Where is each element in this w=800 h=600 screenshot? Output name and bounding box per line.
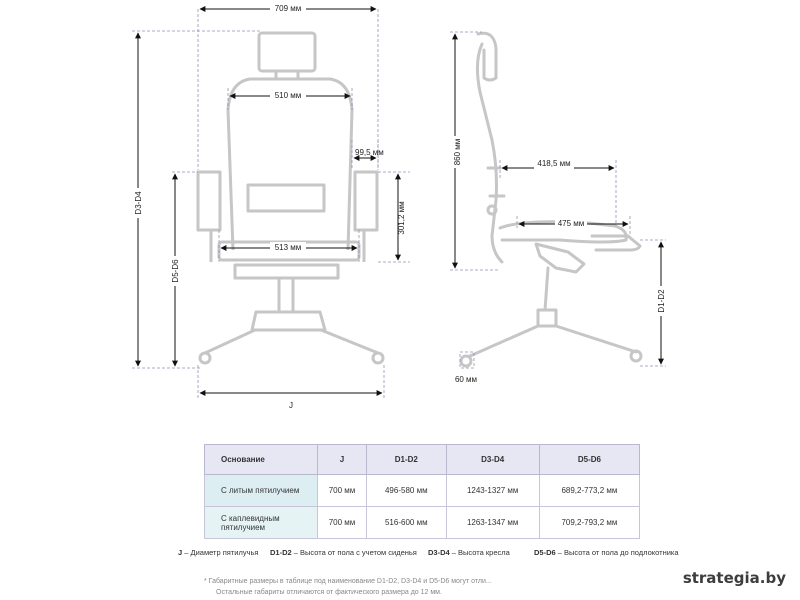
seat-height-label: D1-D2 xyxy=(657,289,666,313)
table-header-cell: D3-D4 xyxy=(446,445,539,475)
table-cell: 709,2-793,2 мм xyxy=(539,507,639,539)
legend-item: D1-D2 – Высота от пола с учетом сиденья xyxy=(270,548,417,557)
armrest-offset-label: 99,5 мм xyxy=(355,148,384,157)
footnote xyxy=(204,576,624,598)
seat-width-label: 513 мм xyxy=(274,243,302,252)
side-guide-lines xyxy=(450,32,666,368)
table-header-row xyxy=(205,445,640,475)
legend-item: D5-D6 – Высота от пола до подлокотника xyxy=(534,548,679,557)
footnote-line: Остальные габариты отличаются от фактического размера до 12 мм. xyxy=(216,589,442,596)
total-height-label: D3-D4 xyxy=(134,191,143,215)
table-header-cell: J xyxy=(318,445,367,475)
backrest-height-label: 860 мм xyxy=(453,138,462,166)
watermark: strategia.by xyxy=(679,568,790,588)
dimensions-table xyxy=(204,444,640,539)
overall-width-label: 709 мм xyxy=(274,4,302,13)
seat-to-back-label: 418,5 мм xyxy=(537,159,571,168)
table-cell: 1263-1347 мм xyxy=(446,507,539,539)
armrest-floor-height-label: D5-D6 xyxy=(171,259,180,283)
legend-item: J – Диаметр пятилучья xyxy=(178,548,259,557)
table-cell: 700 мм xyxy=(318,507,367,539)
armrest-height-label: 301,2 мм xyxy=(397,201,406,235)
caster-size-label: 60 мм xyxy=(454,375,478,384)
side-chair-outline xyxy=(461,33,641,366)
front-guide-lines xyxy=(132,9,410,400)
table-header-cell: Основание xyxy=(205,445,318,475)
table-cell: 700 мм xyxy=(318,475,367,507)
front-dimension-lines xyxy=(138,9,398,393)
table-cell-base-type: С каплевидным пятилучием xyxy=(205,507,318,539)
table-cell: 689,2-773,2 мм xyxy=(539,475,639,507)
seat-depth-label: 475 мм xyxy=(557,219,585,228)
table-cell-base-type: С литым пятилучием xyxy=(205,475,318,507)
side-dimension-lines xyxy=(455,34,661,364)
table-cell: 496-580 мм xyxy=(367,475,447,507)
table-row xyxy=(205,475,640,507)
table-cell: 516-600 мм xyxy=(367,507,447,539)
backrest-width-label: 510 мм xyxy=(274,91,302,100)
front-chair-outline xyxy=(198,33,383,363)
table-header-cell: D1-D2 xyxy=(367,445,447,475)
footnote-line: * Габаритные размеры в таблице под наименование D1-D2, D3-D4 и D5-D6 могут отли... xyxy=(204,578,492,585)
dimension-legend xyxy=(178,548,698,560)
legend-item: D3-D4 – Высота кресла xyxy=(428,548,510,557)
table-header-cell: D5-D6 xyxy=(539,445,639,475)
base-diameter-label: J xyxy=(289,401,293,410)
table-cell: 1243-1327 мм xyxy=(446,475,539,507)
table-row xyxy=(205,507,640,539)
